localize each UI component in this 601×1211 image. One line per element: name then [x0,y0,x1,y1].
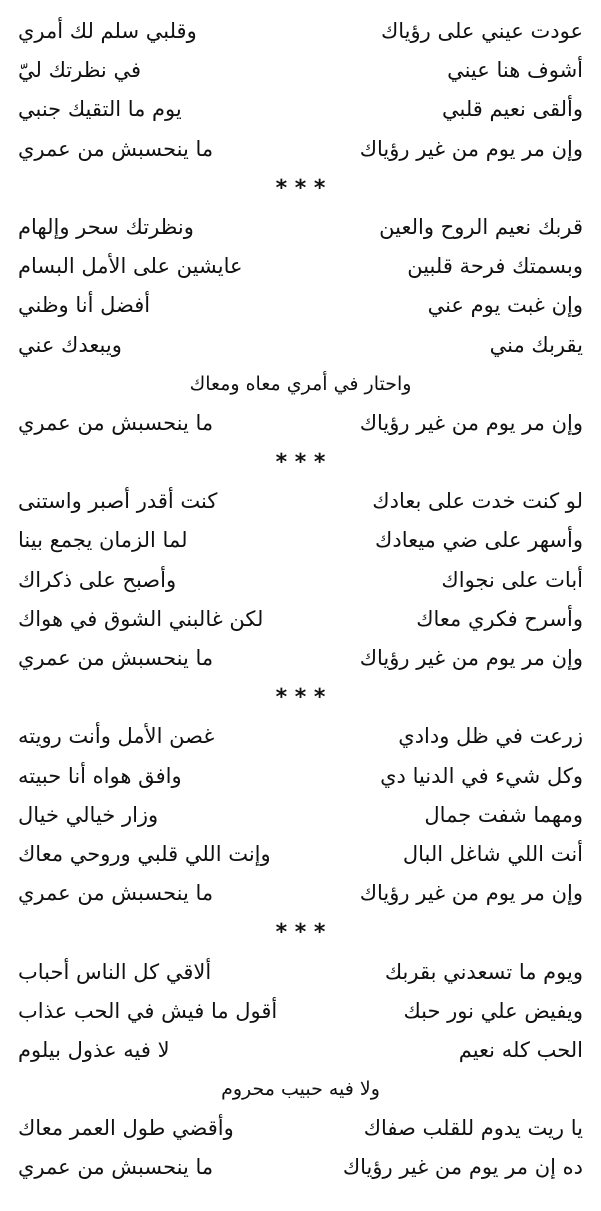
first-hemistich: يقربك مني [489,332,583,357]
second-hemistich: وافق هواه أنا حبيته [18,763,182,788]
verse-line [18,953,583,992]
first-hemistich: وكل شيء في الدنيا دي [380,763,583,788]
second-hemistich: ونظرتك سحر وإلهام [18,214,194,239]
first-hemistich: ويفيض علي نور حبك [403,998,583,1023]
verse-line [18,1109,583,1148]
second-hemistich: غصن الأمل وأنت رويته [18,724,215,749]
second-hemistich: لا فيه عذول بيلوم [18,1037,170,1062]
second-hemistich: ما ينحسبش من عمري [18,881,214,906]
verse-line [18,130,583,169]
second-hemistich: ألاقي كل الناس أحباب [18,959,212,984]
refrain-line [18,639,583,678]
single-verse-line: ولا فيه حبيب محروم [221,1078,380,1101]
verse-line [18,561,583,600]
second-hemistich: كنت أقدر أصبر واستنى [18,489,218,514]
verse-line [18,208,583,247]
stanza-separator: * * * [275,175,326,201]
verse-line [18,600,583,639]
first-hemistich: أنت اللي شاغل البال [402,841,583,866]
first-hemistich: وأسرح فكري معاك [416,606,583,631]
second-hemistich: ما ينحسبش من عمري [18,646,214,670]
second-hemistich: لكن غالبني الشوق في هواك [18,606,264,631]
verse-line [18,835,583,874]
stanza-separator: * * * [275,685,326,711]
first-hemistich: ده إن مر يوم من غير رؤياك [342,1155,583,1180]
stanza-separator: * * * [275,920,326,946]
second-hemistich: أقول ما فيش في الحب عذاب [18,998,278,1023]
first-hemistich: وبسمتك فرحة قلبين [407,254,583,279]
verse-line [18,757,583,796]
second-hemistich: في نظرتك ليّ [18,58,141,83]
verse-line [18,12,583,51]
verse-line [18,796,583,835]
refrain-line [18,404,583,443]
first-hemistich: زرعت في ظل ودادي [398,724,583,749]
first-hemistich: عودت عيني على رؤياك [380,19,583,43]
first-hemistich: وألقى نعيم قلبي [442,97,583,122]
first-hemistich: وإن مر يوم من غير رؤياك [359,136,583,161]
single-verse-line: واحتار في أمري معاه ومعاك [189,372,412,395]
refrain-line [18,1148,583,1187]
verse-line [18,247,583,286]
first-hemistich: لو كنت خدت على بعادك [372,489,583,514]
verse-line [18,286,583,325]
second-hemistich: وأصبح على ذكراك [18,567,177,592]
first-hemistich: وإن مر يوم من غير رؤياك [359,646,583,670]
second-hemistich: ما ينحسبش من عمري [18,1155,214,1180]
verse-line [18,521,583,560]
first-hemistich: ويوم ما تسعدني بقربك [384,959,583,984]
first-hemistich: وأسهر على ضي ميعادك [375,528,583,553]
first-hemistich: أبات على نجواك [441,567,583,592]
refrain-line [18,874,583,913]
first-hemistich: ومهما شفت جمال [424,802,583,827]
second-hemistich: وأقضي طول العمر معاك [18,1116,234,1141]
second-hemistich: ما ينحسبش من عمري [18,136,214,161]
second-hemistich: ويبعدك عني [18,332,122,357]
first-hemistich: قربك نعيم الروح والعين [379,214,583,239]
second-hemistich: وإنت اللي قلبي وروحي معاك [18,841,271,866]
second-hemistich: لما الزمان يجمع بينا [18,528,188,553]
stanza-separator: * * * [275,450,326,476]
first-hemistich: وإن غبت يوم عني [427,293,583,318]
verse-line [18,482,583,521]
verse-line [18,717,583,756]
first-hemistich: أشوف هنا عيني [447,58,583,83]
verse-line [18,90,583,129]
second-hemistich: وقلبي سلم لك أمري [18,19,197,43]
second-hemistich: عايشين على الأمل البسام [18,254,243,279]
verse-line [18,992,583,1031]
verse-line [18,51,583,90]
first-hemistich: الحب كله نعيم [458,1037,583,1062]
second-hemistich: وزار خيالي خيال [18,802,159,827]
verse-line [18,326,583,365]
second-hemistich: ما ينحسبش من عمري [18,410,214,435]
verse-line [18,1031,583,1070]
first-hemistich: وإن مر يوم من غير رؤياك [359,881,583,906]
first-hemistich: يا ريت يدوم للقلب صفاك [363,1116,583,1141]
first-hemistich: وإن مر يوم من غير رؤياك [359,410,583,435]
second-hemistich: أفضل أنا وظني [18,293,151,318]
second-hemistich: يوم ما التقيك جنبي [18,97,182,122]
